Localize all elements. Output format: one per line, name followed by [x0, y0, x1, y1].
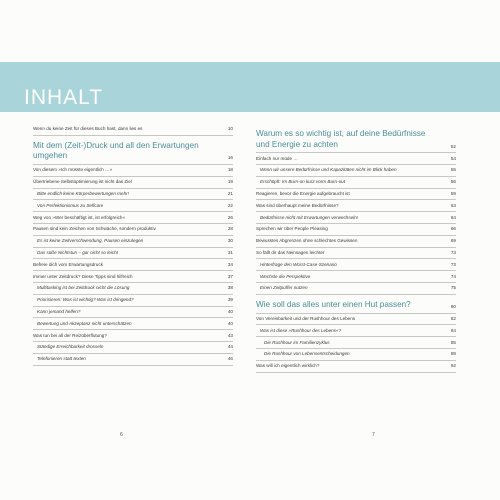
toc-entry-page: 74 [450, 273, 456, 279]
toc-chapter-entry [33, 136, 233, 165]
toc-entry-page: 52 [450, 143, 456, 149]
toc-entry-page: 92 [450, 363, 456, 369]
toc-entry-title: Das süße Nichtstun – gar nicht so leicht [37, 249, 118, 255]
toc-entry [33, 295, 233, 307]
toc-entry-page: 54 [450, 155, 456, 161]
toc-entry [256, 165, 456, 177]
toc-entry-page: 10 [227, 126, 233, 132]
toc-entry-page: 89 [450, 351, 456, 357]
toc-entry-page: 38 [227, 285, 233, 291]
toc-entry-page: 73 [450, 249, 456, 255]
toc-entry [256, 314, 456, 326]
toc-entry-title: Einen Zeitpuffer nutzen [260, 285, 308, 291]
toc-entry-page: 21 [227, 190, 233, 196]
toc-entry-page: 69 [450, 238, 456, 244]
toc-entry [33, 177, 233, 189]
toc-entry-page: 63 [450, 202, 456, 208]
toc-entry [256, 200, 456, 212]
toc-entry [33, 200, 233, 212]
toc-left-column [33, 124, 233, 366]
toc-entry [33, 283, 233, 295]
toc-entry-page: 55 [450, 167, 456, 173]
toc-entry-page: 75 [450, 285, 456, 291]
toc-entry [33, 248, 233, 260]
toc-entry-title: Was sind überhaupt meine Bedürfnisse? [256, 202, 339, 208]
toc-entry-title: Ständige Erreichbarkeit drosseln [37, 344, 104, 350]
toc-entry [33, 342, 233, 354]
toc-entry-page: 30 [227, 238, 233, 244]
toc-entry-title: Bitte endlich keine Körperbewertungen mehr! [37, 190, 129, 196]
toc-entry-page: 28 [227, 226, 233, 232]
toc-entry-title: So fällt dir das Neinsagen leichter [256, 249, 325, 255]
toc-entry-title: Erschöpft: Im Burn-on kurz vorm Burn-out [260, 179, 346, 185]
toc-entry [33, 224, 233, 236]
toc-entry-title: Was will ich eigentlich wirklich? [256, 363, 320, 369]
toc-entry-title: Multitasking ist bei Zeitdruck nicht die Lösung [37, 285, 130, 291]
toc-entry-title: Hinterfrage den Worst-Case-Szenario [260, 261, 337, 267]
toc-entry-title: Wechsle die Perspektive [260, 273, 311, 279]
page-number-right: 7 [372, 432, 375, 438]
toc-entry-title: Von Vereinbarkeit und der Rushhour des Lebens [256, 315, 356, 321]
toc-entry-title: Von Perfektionismus zu Selfcare [37, 202, 104, 208]
toc-entry-title: Warum es so wichtig ist, auf deine Bedürfnisse und Energie zu achten [256, 129, 426, 149]
toc-entry-title: Immer unter Zeitdruck? Diese Tipps sind hilfreich [33, 273, 133, 279]
toc-entry-title: Wenn wir unsere Bedürfnisse und Kapazitäten nicht im Blick haben [260, 167, 397, 173]
toc-entry-page: 66 [450, 226, 456, 232]
toc-entry-page: 26 [227, 214, 233, 220]
toc-entry [33, 330, 233, 342]
toc-entry [256, 259, 456, 271]
toc-entry-title: Sprechen wir über People Pleasing [256, 226, 328, 232]
toc-entry-page: 19 [227, 179, 233, 185]
toc-entry [256, 361, 456, 373]
toc-entry-title: Einfach nur müde … [256, 155, 298, 161]
toc-entry [256, 349, 456, 361]
toc-entry-title: Was tun bei all der Reizüberflutung? [33, 332, 107, 338]
toc-entry-title: Bewertung und Akzeptanz nicht unterschätzen [37, 320, 132, 326]
toc-entry [256, 189, 456, 201]
toc-entry-title: Die Rushhour von Lebensentscheidungen [264, 351, 350, 357]
toc-entry-page: 84 [450, 327, 456, 333]
toc-entry-page: 43 [227, 332, 233, 338]
toc-entry [33, 212, 233, 224]
toc-entry [33, 271, 233, 283]
toc-entry [33, 307, 233, 319]
toc-entry-title: Befreie dich vom Erwartungsdruck [33, 261, 103, 267]
page-number-left: 6 [120, 432, 123, 438]
toc-entry [33, 165, 233, 177]
toc-entry [256, 248, 456, 260]
toc-entry-page: 40 [227, 308, 233, 314]
toc-entry [256, 153, 456, 165]
toc-entry-title: Weg von »Wer beschäftigt ist, ist erfolgreich« [33, 214, 126, 220]
toc-entry [33, 236, 233, 248]
toc-entry-title: Priorisieren: Was ist wichtig? Was ist dringend? [37, 297, 134, 303]
toc-entry [256, 236, 456, 248]
toc-entry-title: Von diesem »Ich müsste eigentlich …« [33, 167, 113, 173]
toc-entry-title: Telefonieren statt texten [37, 356, 86, 362]
toc-entry-title: Die Rushhour im Familienzyklus [264, 339, 330, 345]
toc-chapter-entry [256, 295, 456, 314]
toc-right-column [256, 124, 456, 373]
toc-entry [256, 337, 456, 349]
toc-entry [256, 283, 456, 295]
toc-entry-page: 37 [227, 273, 233, 279]
toc-entry-page: 82 [450, 315, 456, 321]
toc-entry-title: Was ist diese »Rushhour des Lebens«? [260, 327, 342, 333]
toc-entry-page: 64 [450, 214, 456, 220]
toc-entry-title: Reagieren, bevor die Energie aufgebraucht ist [256, 190, 350, 196]
toc-chapter-entry [256, 124, 456, 153]
toc-entry-title: Wenn du keine Zeit für dieses Buch hast, dann lies es [33, 126, 143, 132]
toc-entry [33, 318, 233, 330]
toc-entry-page: 80 [450, 303, 456, 309]
toc-entry-title: Pausen sind kein Zeichen von Schwäche, sondern produktiv [33, 226, 156, 232]
toc-entry-title: Übertriebene Selbstoptimierung ist nicht das Ziel [33, 179, 132, 185]
toc-entry-page: 46 [227, 356, 233, 362]
toc-entry-title: Bedürfnisse nicht mit Erwartungen verwechseln! [260, 214, 359, 220]
toc-entry-page: 40 [227, 320, 233, 326]
toc-entry-page: 16 [227, 155, 233, 161]
toc-entry [256, 325, 456, 337]
toc-entry-title: Wie soll das alles unter einen Hut passen? [256, 299, 411, 309]
toc-entry [33, 189, 233, 201]
toc-entry [33, 259, 233, 271]
toc-entry-page: 39 [227, 297, 233, 303]
toc-entry-page: 73 [450, 261, 456, 267]
page-title: INHALT [24, 86, 104, 109]
toc-entry [256, 224, 456, 236]
toc-entry-page: 59 [450, 190, 456, 196]
toc-entry-page: 31 [227, 249, 233, 255]
toc-entry-page: 44 [227, 344, 233, 350]
toc-entry-title: Es ist keine Zeitverschwendung, Pausen einzulegen [37, 238, 144, 244]
toc-entry-title: Mit dem (Zeit-)Druck und all den Erwartungen umgehen [33, 140, 199, 161]
toc-entry [256, 271, 456, 283]
toc-entry-page: 34 [227, 261, 233, 267]
toc-entry-title: Bewusstes Abgrenzen ohne schlechtes Gewissen [256, 238, 358, 244]
toc-entry-title: Kann jemand helfen? [37, 308, 81, 314]
toc-entry [33, 354, 233, 366]
toc-entry-page: 18 [227, 167, 233, 173]
toc-entry-page: 22 [227, 202, 233, 208]
toc-entry-page: 56 [450, 179, 456, 185]
toc-entry [256, 212, 456, 224]
toc-entry [256, 177, 456, 189]
toc-entry [33, 124, 233, 136]
toc-entry-page: 85 [450, 339, 456, 345]
